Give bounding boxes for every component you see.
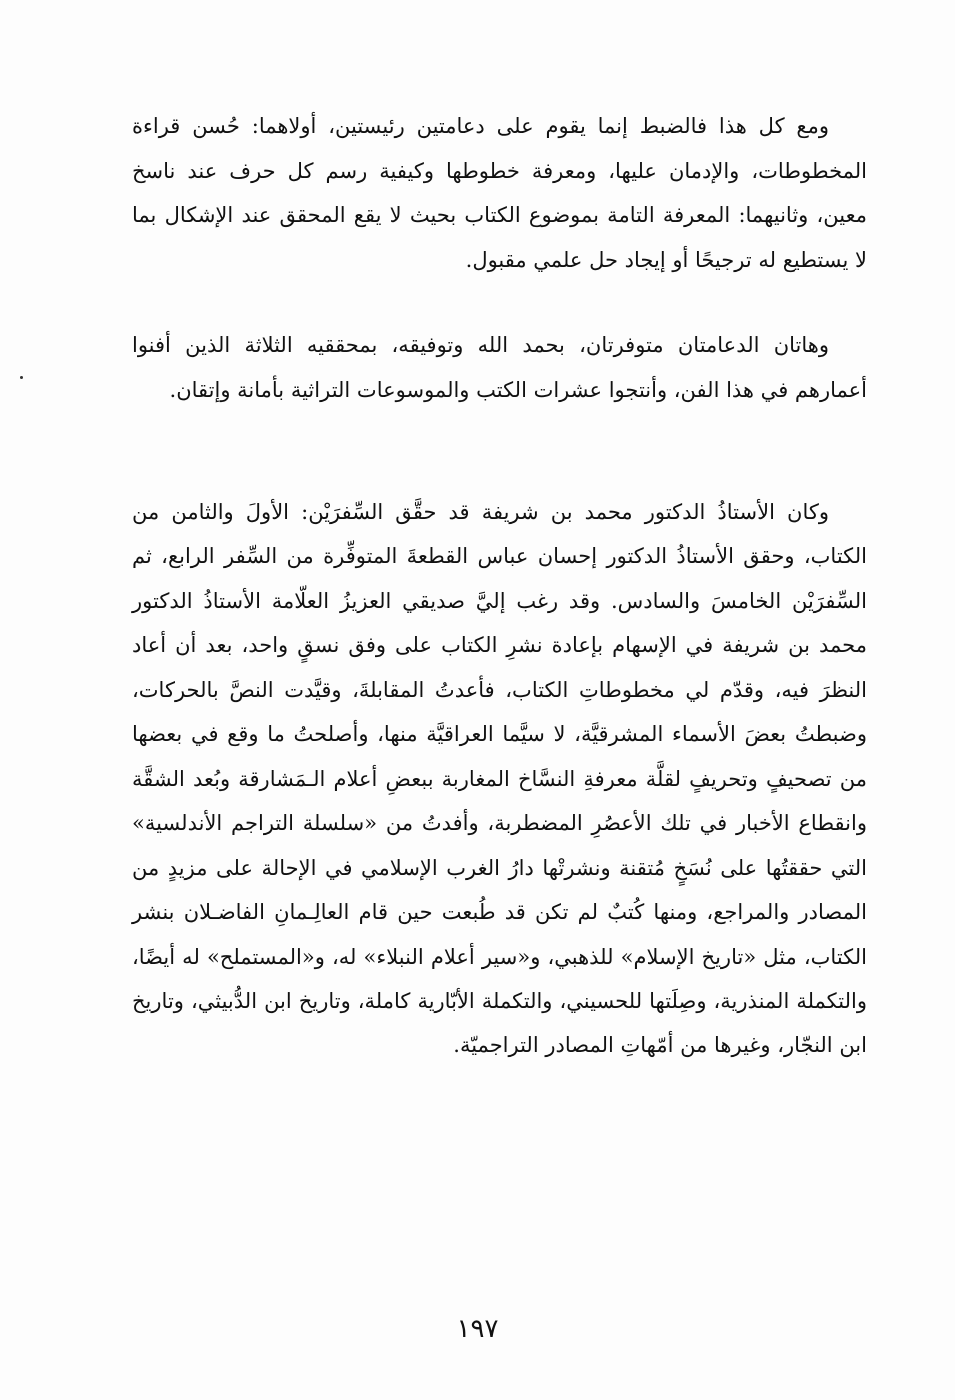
page-number: ١٩٧	[456, 1314, 499, 1344]
text-block-3	[132, 490, 867, 1068]
paragraph-1: ومع كل هذا فالضبط إنما يقوم على دعامتين رئيستين، أولاهما: حُسن قراءة المخطوطات، والإدمان عليها، ومعرفة خطوطها وكيفية رسم كل حرف عند ناسخ معين، وثانيهما: المعرفة التامة بموضوع الكتاب بحيث لا يقع المحقق عند الإشكال بما لا يستطيع له ترجيحًا أو إيجاد حل علمي مقبول.	[132, 114, 867, 273]
paragraph-2: وهاتان الدعامتان متوفرتان، بحمد الله وتوفيقه، بمحققيه الثلاثة الذين أفنوا أعمارهم في هذا الفن، وأنتجوا عشرات الكتب والموسوعات التراثية بأمانة وإتقان.	[132, 333, 867, 402]
scan-speck	[20, 376, 23, 379]
text-block-1	[132, 104, 867, 283]
paragraph-3: وكان الأستاذُ الدكتور محمد بن شريفة قد حقَّق السِّفرَيْن: الأولَ والثامن من الكتاب، وحقق الأستاذُ الدكتور إحسان عباس القطعةَ المتوفِّرة من السِّفر الرابع، ثم السِّفرَيْن الخامسَ والسادس. وقد رغب إليَّ صديقي العزيزُ العلّامة الأستاذُ الدكتور محمد بن شريفة في الإسهام بإعادة نشرِ الكتاب على وفق نسقٍ واحد، بعد أن أعاد النظرَ فيه، وقدّم لي مخطوطاتِ الكتاب، فأعدتُ المقابلةَ، وقيَّدت النصَّ بالحركات، وضبطتُ بعضَ الأسماء المشرقيَّة، لا سيَّما العراقيَّة منها، وأصلحتُ ما وقع في بعضها من تصحيفٍ وتحريفٍ لقلَّة معرفةِ النسَّاخ المغاربة ببعضِ أعلام الـمَشارقة وبُعد الشقَّة وانقطاع الأخبار في تلك الأعصُرِ المضطربة، وأفدتُ من «سلسلة التراجم الأندلسية» التي حققتُها على نُسَخٍ مُتقنة ونشرتْها دارُ الغرب الإسلامي في الإحالة على مزيدٍ من المصادر والمراجع، ومنها كُتبٌ لم تكن قد طُبعت حين قام العالِـمانِ الفاضـلان بنشر الكتاب، مثل «تاريخ الإسلام» للذهبي، و«سير أعلام النبلاء» له، و«المستملح» له أيضًا، والتكملة المنذرية، وصِلَتها للحسيني، والتكملة الأبّارية كاملة، وتاريخ ابن الدُّبيثي، وتاريخ ابن النجّار، وغيرها من أمّهاتِ المصادر التراجميّة.	[132, 500, 867, 1058]
text-block-2	[132, 323, 867, 412]
